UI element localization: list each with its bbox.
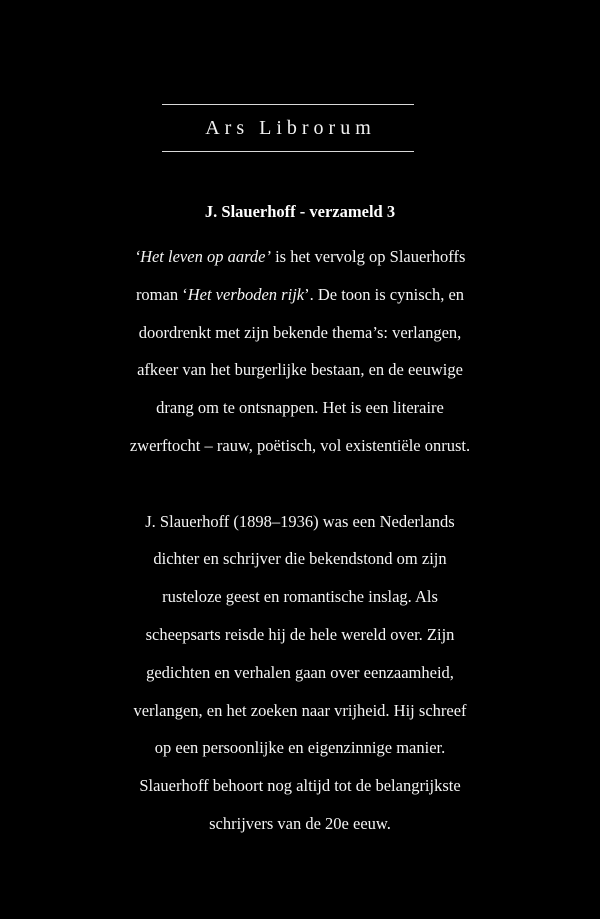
back-cover-text <box>40 200 560 843</box>
description-line: doordrenkt met zijn bekende thema’s: verlangen, <box>138 322 462 342</box>
bio-line: rusteloze geest en romantische inslag. Als <box>162 587 438 607</box>
description-line: drang om te ontsnappen. Het is een literaire <box>156 398 444 418</box>
publisher-name: Ars Librorum <box>205 116 376 139</box>
description-line: afkeer van het burgerlijke bestaan, en de eeuwige <box>137 360 463 380</box>
bio-line: Slauerhoff behoort nog altijd tot de belangrijkste <box>139 776 461 796</box>
author-bio-paragraph <box>40 503 560 843</box>
description-line: roman ‘Het verboden rijk’. De toon is cynisch, en <box>135 284 465 304</box>
bio-line: scheepsarts reisde hij de hele wereld over. Zijn <box>145 624 455 644</box>
description-paragraph <box>40 238 560 465</box>
bio-line: op een persoonlijke en eigenzinnige manier. <box>154 738 446 758</box>
bio-line: verlangen, en het zoeken naar vrijheid. Hij schreef <box>133 700 467 720</box>
bio-line: gedichten en verhalen gaan over eenzaamheid, <box>146 662 454 682</box>
bio-line: J. Slauerhoff (1898–1936) was een Nederlands <box>145 511 455 531</box>
description-line: zwerftocht – rauw, poëtisch, vol existentiële onrust. <box>129 435 471 455</box>
book-title-italic: ‘Het leven op aarde’ <box>134 247 271 266</box>
bio-line: schrijvers van de 20e eeuw. <box>209 813 391 833</box>
book-title: J. Slauerhoff - verzameld 3 <box>204 202 396 221</box>
publisher-logo <box>162 104 414 152</box>
paragraph-gap <box>40 465 560 503</box>
description-line: ‘Het leven op aarde’ is het vervolg op Slauerhoffs <box>134 247 466 266</box>
book-title-italic: Het verboden rijk <box>187 284 305 304</box>
bio-line: dichter en schrijver die bekendstond om zijn <box>153 549 447 569</box>
